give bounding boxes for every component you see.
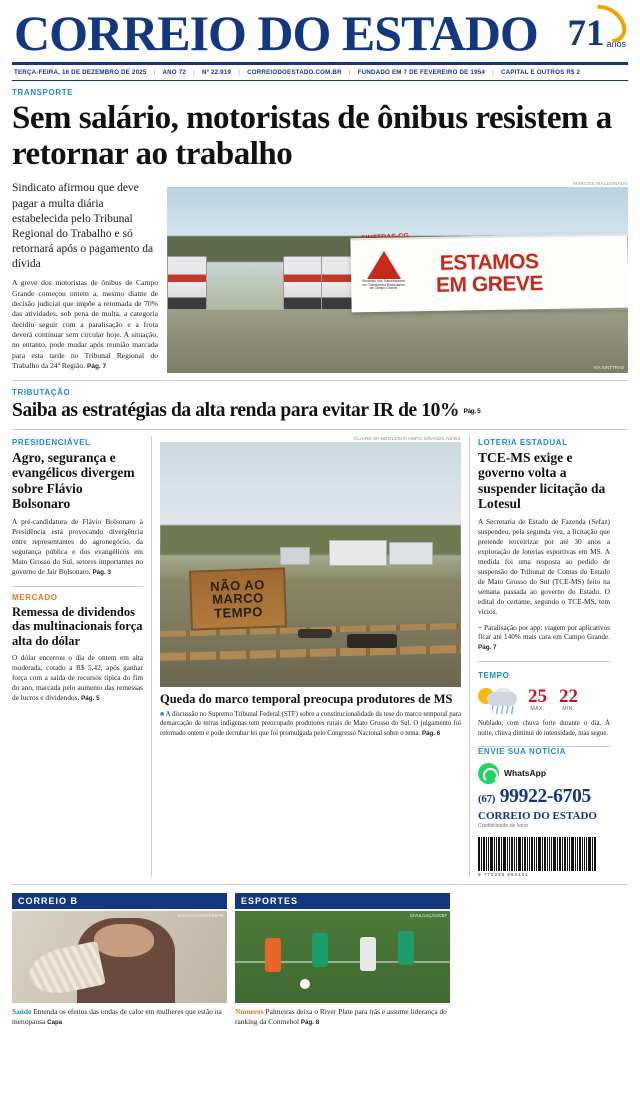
union-logo-text: Sindicato dos Trabalhadores em Transportes Rodoviários de Campo Grande (362, 278, 406, 291)
lead-paragraph (12, 278, 158, 371)
temp-max-value: 25 (528, 685, 547, 707)
protest-sign-line2: MARCO (212, 590, 265, 608)
bus-shape (167, 256, 207, 310)
loteria-note-page[interactable]: Pág. 7 (478, 644, 497, 652)
temperature-values (528, 687, 578, 712)
dateline-separator: | (238, 68, 241, 76)
envie-title: ENVIE SUA NOTÍCIA (478, 747, 567, 757)
ball-shape (300, 979, 310, 989)
esportes-page-ref[interactable]: Pág. 8 (300, 1019, 320, 1027)
player-shape (265, 938, 281, 972)
correio-b-photo-credit: DIVULGAÇÃO/FREEPIK (177, 912, 224, 918)
protest-sign (189, 568, 287, 631)
loteria-body (478, 517, 610, 618)
dateline-founded: FUNDADO EM 7 DE FEVEREIRO DE 1954 (357, 68, 485, 76)
tributacao-headline[interactable] (12, 400, 628, 421)
temp-min-value: 22 (559, 685, 578, 707)
anniversary-number: 71 (567, 13, 605, 55)
center-page-ref[interactable]: Pág. 6 (421, 729, 441, 737)
dateline-separator: | (193, 68, 195, 76)
loteria-note (478, 624, 610, 654)
barcode-number: 9 772236 884121 (478, 871, 529, 877)
dateline-year: ANO 72 (162, 68, 186, 76)
tributacao-kicker: TRIBUTAÇÃO (12, 388, 71, 398)
section-rule (12, 884, 628, 885)
photo-watermark: VIA SINTTRAS (593, 365, 624, 371)
lead-body (10, 181, 630, 373)
truck-shape (329, 540, 387, 566)
right-column (469, 436, 610, 877)
player-shape (312, 933, 328, 967)
presidenciavel-headline[interactable]: Agro, segurança e evangélicos divergem sobre Flávio Bolsonaro (12, 449, 135, 512)
protest-sign-line3: TEMPO (213, 604, 264, 621)
mercado-headline[interactable]: Remessa de dividendos das multinacionais força alta do dólar (12, 604, 143, 648)
dateline-price: CAPITAL E OUTROS R$ 2 (500, 68, 581, 76)
loteria-headline[interactable]: TCE-MS exige e governo volta a suspender licitação da Lotesul (478, 449, 606, 512)
section-rule (12, 380, 628, 381)
player-shape (398, 931, 414, 965)
center-column (151, 436, 461, 877)
left-column (12, 436, 143, 877)
temp-min-label: MÍN. (562, 705, 575, 712)
loteria-body-text: A Secretaria de Estado de Fazenda (Sefaz) suspendeu, pela segunda vez, a licitação que pretende terceirizar por até 30 anos a exploração de loterias esportivas em MS. A medida foi uma resposta ao pedido de suspensão do Tribunal de Contas do Estado de Mato Grosso do Sul (TCE-MS) feito na semana passada ao governo do Estado. O edital do certame, segundo o TCE-MS, tem vícios. (478, 516, 610, 617)
dateline-issue: Nº 22.919 (201, 68, 232, 76)
truck-shape (389, 542, 433, 565)
correio-b-photo (12, 911, 227, 1003)
rain-icon (492, 706, 514, 714)
center-caption-text: A discussão no Supremo Tribunal Federal (STF) sobre a constitucionalidade da tese do marco temporal para demarcação de terras indígenas tem preocupado produtores rurais de Mato Grosso do Sul. O julgamento foi retomado ontem e pode derrubar lei que foi promulgada pelo Congresso Nacional sobre o tema. (160, 710, 462, 737)
center-photo-credit: CLAIRE MANDOLESI/CAMPO GRANDE NEWS (353, 435, 461, 441)
center-photo (160, 442, 461, 687)
strike-banner-line2: EM GREVE (436, 272, 544, 297)
envie-tagline: Credibilidade de leitor (478, 822, 529, 829)
union-logo-icon (361, 251, 407, 297)
esportes-text: Palmeiras deixa o River Plate para trás e assume liderança do ranking da Conmebol (235, 1006, 447, 1027)
barcode (478, 837, 610, 871)
esportes-label: Números (235, 1006, 264, 1016)
mercado-kicker: MERCADO (12, 592, 58, 602)
column-rule (478, 661, 610, 662)
center-caption-body (160, 710, 461, 738)
lead-paragraph-text: A greve dos motoristas de ônibus de Campo Grande começou ontem a, mesmo diante de decisão judicial que impõe a retomada de 70% das atividades, sob pena de multa, a categoria decidiu seguir com a paralisação e a frota deverá continuar sem circular hoje. A situação, no entanto, pode mudar após reunião marcada para esta tarde no Tribunal Regional do Trabalho da 24ª Região. (12, 278, 158, 370)
triangle-icon (367, 251, 401, 279)
bullet-square-icon: ■ (160, 710, 165, 718)
mercado-body (12, 653, 143, 704)
presidenciavel-page-ref[interactable]: Pág. 3 (92, 569, 112, 577)
lead-subhead: Sindicato afirmou que deve pagar a multa diária estabelecida pelo Tribunal Regional do Trabalho e só retornará após o pagamento da dívida (12, 182, 154, 271)
whatsapp-icon (478, 763, 499, 784)
bottom-strip (10, 893, 630, 1028)
tempo-kicker: TEMPO (478, 671, 510, 681)
dateline-date: TERÇA-FEIRA, 16 DE DEZEMBRO DE 2025 (14, 68, 147, 76)
whatsapp-phone[interactable] (478, 786, 610, 808)
three-column-block (10, 436, 630, 877)
face-shape (94, 924, 154, 957)
weather-icon (478, 684, 520, 714)
lead-page-ref[interactable]: Pág. 7 (87, 362, 107, 370)
temp-max (528, 687, 547, 712)
weather-widget (478, 684, 610, 714)
mercado-page-ref[interactable]: Pág. 5 (81, 695, 100, 703)
bus-shape (283, 256, 323, 310)
lead-headline[interactable]: Sem salário, motoristas de ônibus resistem a retornar ao trabalho (12, 99, 612, 173)
temp-min (559, 687, 578, 712)
strike-banner-line1: ESTAMOS (439, 250, 540, 275)
correio-b-label: Saúde (12, 1006, 32, 1016)
protest-sign-line1: NÃO AO (210, 576, 266, 594)
presidenciavel-kicker: PRESIDENCIÁVEL (12, 437, 91, 447)
envie-brand: CORREIO DO ESTADO (478, 809, 597, 822)
plus-icon: + (478, 623, 483, 632)
loteria-note-text: Paralisação por app: viagem por aplicativos ficar até 140% mais cara em Campo Grande. (478, 623, 610, 642)
lead-photo (167, 187, 628, 373)
whatsapp-label: WhatsApp (504, 768, 547, 779)
lead-kicker: TRANSPORTE (12, 87, 74, 97)
correio-b-text: Entenda os efeitos das ondas de calor em mulheres que estão na menopausa (12, 1006, 222, 1027)
correio-b-section-bar[interactable]: CORREIO B (12, 893, 227, 909)
tributacao-band (10, 388, 630, 421)
dateline-separator: | (492, 68, 494, 76)
dateline (10, 65, 630, 80)
whatsapp-row[interactable] (478, 763, 610, 784)
esportes-block (235, 893, 450, 1028)
debris-shape (347, 634, 397, 648)
lead-photo-container (167, 181, 628, 373)
column-rule (12, 586, 143, 587)
correio-b-page-ref[interactable]: Capa (47, 1019, 63, 1027)
photo-ground (167, 310, 628, 373)
presidenciavel-body-text: A pré-candidatura de Flávio Bolsonaro à Presidência está provocando divergência entre representantes do agronegócio, da segurança pública e dos evangélicos em Mato Grosso do Sul, setores importantes no governo de Jair Bolsonaro. (12, 516, 143, 577)
correio-b-block (12, 893, 227, 1028)
correio-b-caption (12, 1007, 227, 1028)
phone-area-code: (67) (478, 792, 496, 805)
tributacao-headline-text: Saiba as estratégias da alta renda para evitar IR de 10% (12, 400, 460, 422)
dateline-separator: | (348, 68, 351, 76)
dateline-rule (12, 80, 628, 81)
presidenciavel-body (12, 517, 143, 578)
phone-number: 99922-6705 (499, 785, 591, 807)
section-rule (12, 429, 628, 430)
loteria-kicker: LOTERIA ESTADUAL (478, 437, 568, 447)
temp-max-label: MÁX. (530, 705, 545, 712)
esportes-photo-credit: DIVULGAÇÃO/CBF (410, 912, 447, 918)
mercado-body-text: O dólar encerrou o dia de ontem em alta moderada, cotado a R$ 5,42, após ganhar força com a saída de recursos típica do fim do ano, marcada pelo aumento das remessas de lucros e dividendos. (12, 653, 143, 703)
truck-shape (280, 547, 310, 565)
lead-photo-credit: MARCOS MALDONADO (573, 181, 628, 187)
lead-text-column (12, 181, 158, 373)
esportes-section-bar[interactable]: ESPORTES (235, 893, 450, 909)
anniversary-label: anos (606, 39, 626, 50)
player-shape (360, 937, 376, 971)
masthead (10, 0, 630, 60)
cloud-icon (487, 692, 517, 706)
esportes-photo (235, 911, 450, 1003)
esportes-caption (235, 1007, 450, 1028)
tributacao-page-ref[interactable]: Pág. 5 (463, 408, 481, 416)
weather-forecast: Nublado, com chuva forte durante o dia. À noite, chuva diminui de intensidade, mas segue. (478, 720, 610, 737)
debris-shape (298, 629, 332, 638)
anniversary-logo (567, 13, 626, 55)
center-caption-headline[interactable]: Queda do marco temporal preocupa produtores de MS (160, 691, 453, 706)
dateline-site[interactable]: CORREIODOESTADO.COM.BR (247, 68, 342, 76)
newspaper-title: CORREIO DO ESTADO (14, 5, 538, 61)
dateline-separator: | (153, 68, 156, 76)
